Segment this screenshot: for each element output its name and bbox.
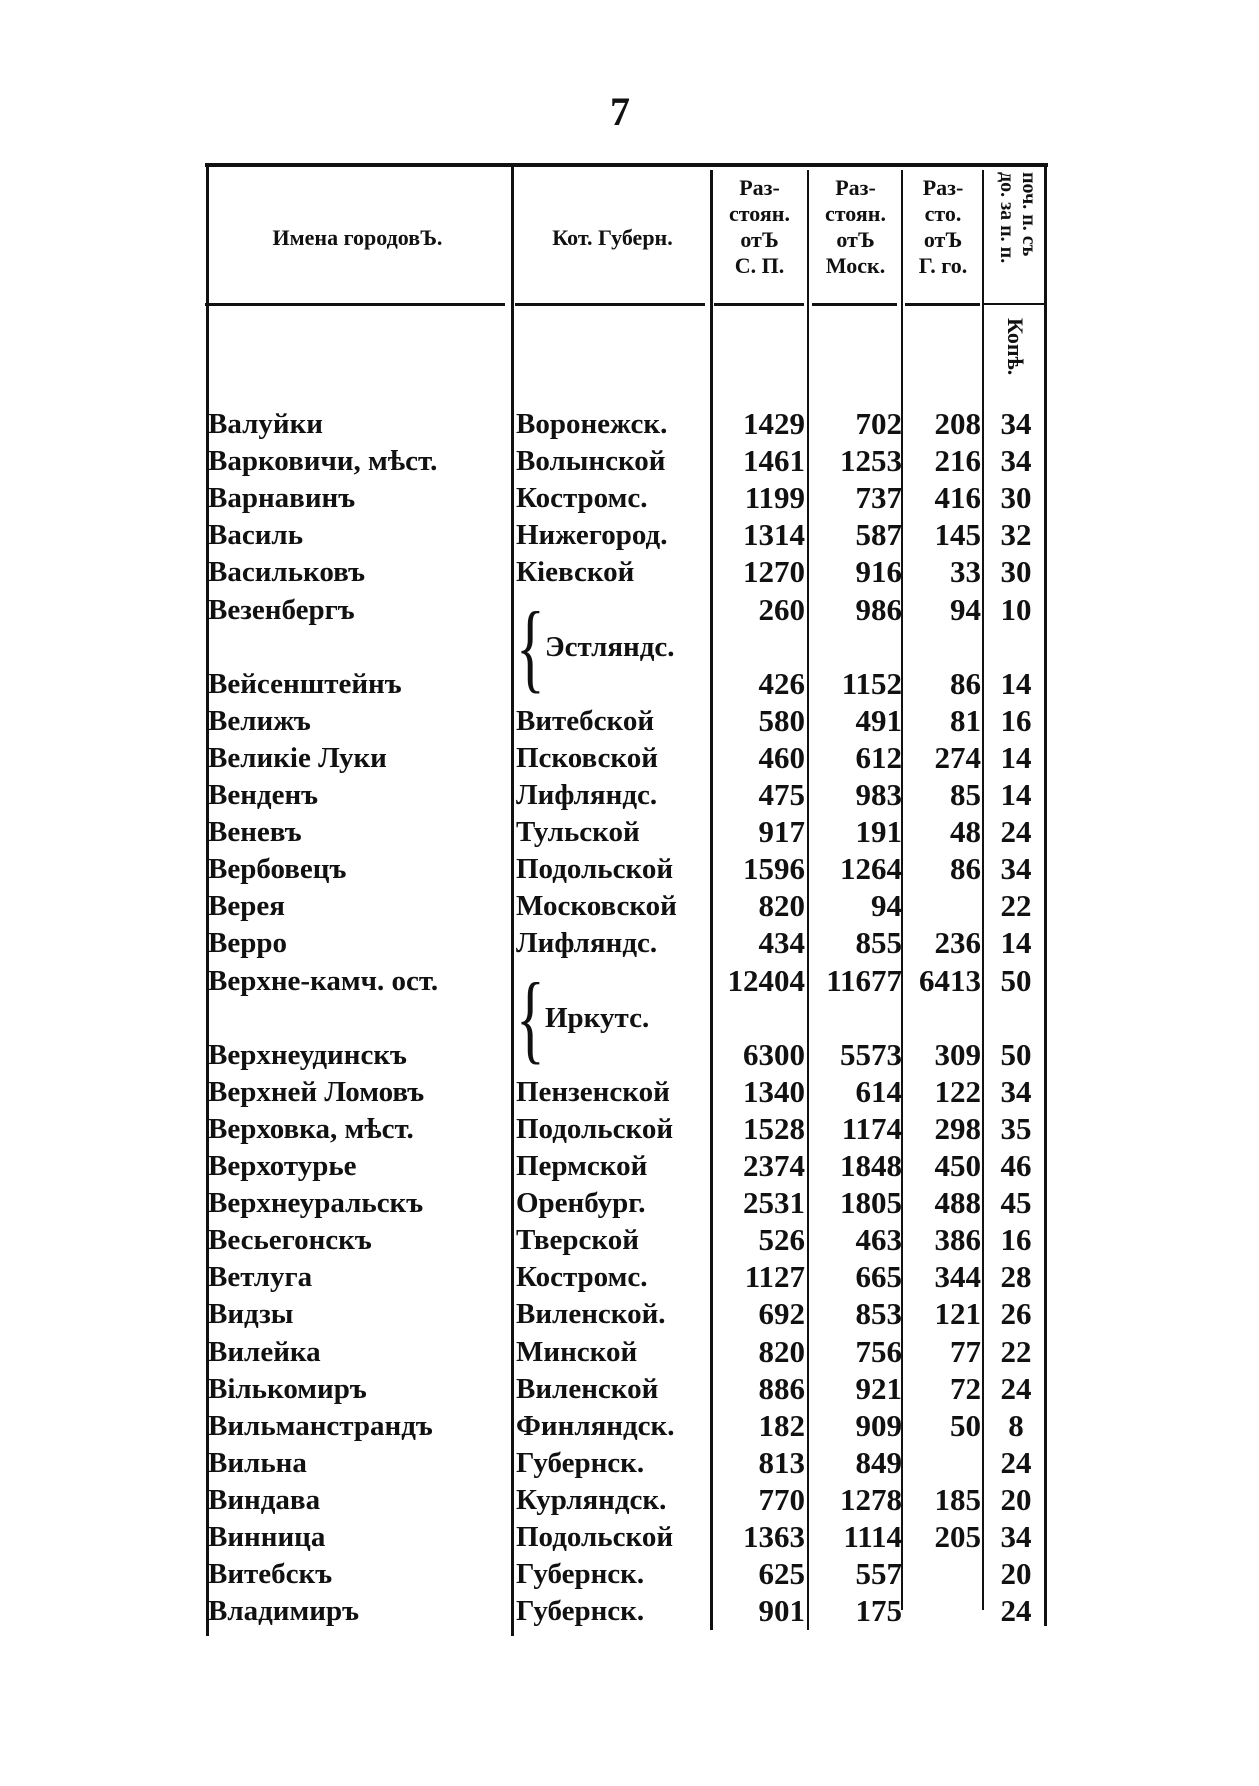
- dist-msk: 1174: [841, 1110, 902, 1146]
- dist-msk: 175: [855, 1593, 902, 1629]
- kopecks: 14: [1000, 665, 1032, 701]
- dist-msk: 5573: [840, 1036, 902, 1072]
- header-rule: [812, 303, 897, 306]
- province: Витебской: [516, 704, 655, 737]
- kopecks: 26: [1000, 1296, 1032, 1332]
- city-name: Великіе Луки: [208, 741, 387, 774]
- province: Лифляндс.: [516, 779, 658, 811]
- dist-gub: 85: [950, 777, 981, 812]
- header-dist-msk: Раз- стоян. отЪ Моск.: [825, 175, 886, 278]
- dist-gub: 48: [950, 814, 981, 850]
- dist-gub: 216: [934, 443, 981, 479]
- dist-msk: 916: [855, 554, 902, 590]
- city-name: Вількомиръ: [208, 1372, 367, 1405]
- province: Воронежск.: [516, 408, 668, 440]
- kopecks: 50: [1000, 962, 1032, 998]
- province: Костромс.: [516, 482, 648, 515]
- dist-sp: 1314: [743, 517, 805, 553]
- kopecks: 24: [1000, 814, 1032, 850]
- dist-msk: 463: [855, 1222, 902, 1258]
- dist-msk: 191: [855, 814, 902, 850]
- dist-msk: 1264: [840, 851, 902, 887]
- city-name: Верховка, мѣст.: [208, 1112, 414, 1145]
- header-rule: [714, 303, 804, 306]
- city-name: Весьегонскъ: [208, 1224, 372, 1257]
- city-name: Василь: [208, 519, 304, 552]
- city-name: Вейсенштейнъ: [208, 667, 402, 700]
- kopecks: 34: [1000, 1073, 1032, 1109]
- kopecks: 35: [1000, 1110, 1032, 1146]
- dist-sp: 260: [758, 591, 805, 627]
- city-name: Вильманстрандъ: [208, 1409, 433, 1442]
- kopecks: 24: [1000, 1444, 1032, 1480]
- dist-gub: 122: [934, 1073, 981, 1109]
- city-name: Ветлуга: [208, 1261, 313, 1294]
- city-name: Везенбергъ: [208, 593, 355, 626]
- dist-gub: 81: [950, 702, 981, 738]
- dist-gub: 236: [934, 925, 981, 961]
- province: Пермской: [516, 1150, 648, 1182]
- province: Тульской: [516, 816, 640, 849]
- city-name: Вильна: [208, 1446, 307, 1479]
- kopecks: 30: [1000, 480, 1032, 516]
- dist-gub: 185: [934, 1481, 981, 1517]
- province: Курляндск.: [516, 1483, 667, 1516]
- province: Губернск.: [516, 1446, 645, 1479]
- column-rule: [807, 170, 809, 1630]
- city-name: Вербовецъ: [208, 853, 347, 886]
- dist-msk: 849: [855, 1444, 902, 1480]
- brace-mark: {: [516, 961, 545, 1073]
- dist-msk: 557: [855, 1556, 902, 1592]
- dist-sp: 820: [758, 888, 805, 924]
- kopecks: 34: [1000, 851, 1032, 887]
- dist-gub: 208: [934, 406, 981, 441]
- dist-msk: 1805: [840, 1185, 902, 1221]
- dist-msk: 1114: [843, 1519, 902, 1554]
- dist-msk: 909: [855, 1407, 902, 1443]
- dist-msk: 756: [855, 1333, 902, 1369]
- province: Костромс.: [516, 1261, 648, 1294]
- dist-gub: 86: [950, 851, 981, 887]
- province: Виленской: [516, 1372, 659, 1405]
- dist-sp: 475: [758, 777, 805, 812]
- dist-sp: 12404: [727, 962, 805, 998]
- dist-sp: 426: [758, 665, 805, 701]
- dist-gub: 298: [934, 1110, 981, 1146]
- page-number: 7: [610, 89, 630, 134]
- dist-gub: 386: [934, 1222, 981, 1258]
- dist-msk: 587: [855, 517, 902, 553]
- province: Подольской: [516, 1521, 674, 1553]
- dist-msk: 853: [855, 1296, 902, 1332]
- city-name: Верро: [208, 927, 287, 960]
- column-rule: [1044, 166, 1047, 1626]
- province: Губернск.: [516, 1558, 645, 1591]
- dist-msk: 94: [871, 888, 902, 924]
- dist-gub: 6413: [919, 962, 981, 998]
- dist-gub: 77: [950, 1333, 981, 1369]
- kopecks: 16: [1000, 702, 1032, 738]
- kopecks: 34: [1000, 406, 1032, 441]
- province: Подольской: [516, 853, 674, 886]
- dist-msk: 1253: [840, 443, 902, 479]
- dist-sp: 1199: [744, 480, 805, 516]
- city-name: Васильковъ: [208, 556, 365, 589]
- city-name: Владимиръ: [208, 1595, 359, 1628]
- header-kopecks: Копѣ.: [1003, 318, 1028, 376]
- table-top-rule: [205, 163, 1048, 167]
- dist-gub: 488: [934, 1185, 981, 1221]
- dist-msk: 983: [855, 777, 902, 812]
- dist-sp: 917: [758, 814, 805, 850]
- dist-gub: 121: [934, 1296, 981, 1332]
- city-name: Варнавинъ: [208, 482, 356, 515]
- kopecks: 24: [1000, 1593, 1032, 1629]
- dist-msk: 665: [855, 1259, 902, 1295]
- province: Псковской: [516, 741, 658, 774]
- dist-sp: 813: [758, 1444, 805, 1480]
- header-rule: [515, 303, 705, 306]
- dist-sp: 1528: [743, 1110, 805, 1146]
- kopecks: 22: [1000, 888, 1032, 924]
- kopecks: 16: [1000, 1222, 1032, 1258]
- kopecks: 28: [1000, 1259, 1032, 1295]
- dist-gub: 50: [950, 1407, 981, 1443]
- dist-gub: 94: [950, 591, 981, 627]
- kopecks: 34: [1000, 443, 1032, 479]
- dist-sp: 692: [758, 1296, 805, 1332]
- header-rule: [905, 303, 980, 306]
- kopecks: 32: [1000, 517, 1032, 553]
- dist-sp: 625: [758, 1556, 805, 1592]
- city-name: Винница: [208, 1521, 326, 1553]
- city-name: Верея: [208, 890, 285, 923]
- city-name: Венденъ: [208, 779, 319, 811]
- dist-msk: 491: [855, 702, 902, 738]
- column-rule: [982, 170, 984, 1610]
- city-name: Верхотурье: [208, 1150, 357, 1182]
- dist-sp: 2531: [743, 1185, 805, 1221]
- kopecks: 45: [1000, 1185, 1032, 1221]
- city-name: Виндава: [208, 1483, 321, 1516]
- header-dist-sp: Раз- стоян. отЪ С. П.: [729, 175, 790, 278]
- city-name: Верхнеуральскъ: [208, 1187, 424, 1220]
- dist-sp: 770: [758, 1481, 805, 1517]
- dist-sp: 2374: [743, 1148, 805, 1183]
- dist-msk: 737: [855, 480, 902, 516]
- dist-sp: 1127: [744, 1259, 805, 1295]
- header-postage: поч. п. съ до. за п. п.: [996, 172, 1040, 264]
- city-name: Вилейка: [208, 1335, 321, 1368]
- dist-sp: 580: [758, 702, 805, 738]
- dist-sp: 886: [758, 1370, 805, 1406]
- dist-sp: 1270: [743, 554, 805, 590]
- dist-gub: 344: [934, 1259, 981, 1295]
- city-name: Верхне-камч. ост.: [208, 964, 439, 997]
- province: Лифляндс.: [516, 927, 658, 960]
- dist-sp: 460: [758, 739, 805, 775]
- city-name: Витебскъ: [208, 1558, 333, 1591]
- header-rule: [205, 303, 505, 306]
- dist-gub: 274: [934, 739, 981, 775]
- province: Кіевской: [516, 556, 635, 589]
- kopecks: 30: [1000, 554, 1032, 590]
- dist-sp: 6300: [743, 1036, 805, 1072]
- dist-msk: 855: [855, 925, 902, 961]
- city-name: Верхней Ломовъ: [208, 1075, 425, 1108]
- dist-msk: 1278: [840, 1481, 902, 1517]
- province: Иркутс.: [545, 1001, 650, 1034]
- province: Волынской: [516, 445, 666, 478]
- header-city-names: Имена городовЪ.: [272, 225, 443, 250]
- province: Губернск.: [516, 1595, 645, 1628]
- kopecks: 46: [1000, 1148, 1032, 1183]
- kopecks: 34: [1000, 1519, 1032, 1554]
- dist-sp: 1340: [743, 1073, 805, 1109]
- kopecks: 22: [1000, 1333, 1032, 1369]
- header-province: Кот. Губерн.: [552, 225, 673, 250]
- province: Подольской: [516, 1112, 674, 1145]
- province: Минской: [516, 1335, 638, 1368]
- city-name: Варковичи, мѣст.: [208, 445, 438, 478]
- dist-sp: 901: [758, 1593, 805, 1629]
- dist-msk: 702: [855, 406, 902, 441]
- dist-gub: 416: [934, 480, 981, 516]
- province: Тверской: [516, 1224, 639, 1257]
- kopecks: 24: [1000, 1370, 1032, 1406]
- column-rule: [511, 166, 514, 1636]
- kopecks: 10: [1000, 591, 1032, 627]
- dist-gub: 72: [950, 1370, 981, 1406]
- dist-msk: 11677: [826, 962, 902, 998]
- province: Финляндск.: [516, 1409, 675, 1442]
- dist-msk: 614: [855, 1073, 902, 1109]
- kopecks: 50: [1000, 1036, 1032, 1072]
- kopecks: 8: [1008, 1407, 1024, 1443]
- dist-msk: 1848: [840, 1148, 902, 1183]
- dist-gub: 86: [950, 665, 981, 701]
- city-name: Видзы: [208, 1298, 294, 1331]
- dist-gub: 145: [934, 517, 981, 553]
- kopecks: 14: [1000, 925, 1032, 961]
- dist-gub: 450: [934, 1148, 981, 1183]
- dist-sp: 1596: [743, 851, 805, 887]
- province: Московской: [516, 890, 677, 923]
- dist-gub: 309: [934, 1036, 981, 1072]
- province: Нижегород.: [516, 519, 668, 552]
- kopecks: 14: [1000, 777, 1032, 812]
- city-name: Валуйки: [208, 408, 323, 440]
- dist-gub: 205: [934, 1519, 981, 1554]
- province: Оренбург.: [516, 1187, 646, 1220]
- dist-msk: 986: [855, 591, 902, 627]
- dist-msk: 612: [855, 739, 902, 775]
- dist-sp: 1461: [743, 443, 805, 479]
- dist-sp: 182: [758, 1407, 805, 1443]
- header-rule: [984, 303, 1044, 305]
- province: Виленской.: [516, 1298, 666, 1331]
- header-dist-gub: Раз- сто. отЪ Г. го.: [918, 175, 968, 278]
- city-name: Верхнеудинскъ: [208, 1038, 407, 1071]
- province: Эстляндс.: [545, 630, 675, 663]
- dist-sp: 1429: [743, 406, 805, 441]
- kopecks: 20: [1000, 1481, 1032, 1517]
- dist-msk: 921: [855, 1370, 902, 1406]
- dist-sp: 434: [758, 925, 805, 961]
- dist-sp: 526: [758, 1222, 805, 1258]
- city-name: Веневъ: [208, 816, 302, 849]
- dist-sp: 1363: [743, 1519, 805, 1554]
- province: Пензенской: [516, 1075, 670, 1108]
- dist-sp: 820: [758, 1333, 805, 1369]
- kopecks: 20: [1000, 1556, 1032, 1592]
- city-name: Велижъ: [208, 704, 311, 737]
- dist-msk: 1152: [841, 665, 902, 701]
- brace-mark: {: [516, 590, 545, 702]
- dist-gub: 33: [950, 554, 981, 590]
- kopecks: 14: [1000, 739, 1032, 775]
